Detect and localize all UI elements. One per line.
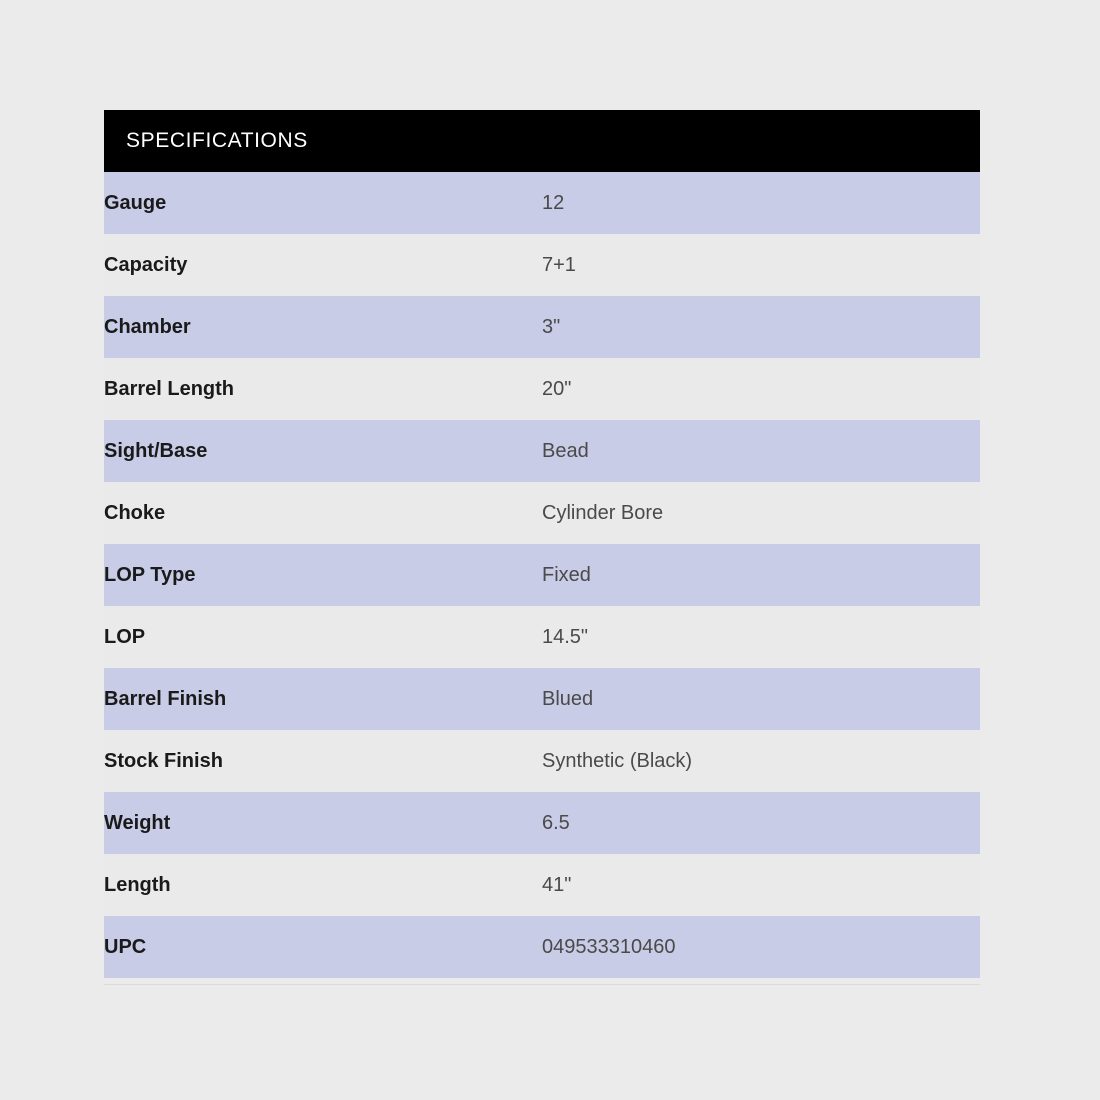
table-bottom-divider [104, 984, 980, 985]
spec-value-stock-finish: Synthetic (Black) [542, 730, 980, 792]
spec-label-barrel-length: Barrel Length [104, 358, 542, 420]
table-row [104, 544, 980, 606]
spec-label-stock-finish: Stock Finish [104, 730, 542, 792]
spec-value-barrel-finish: Blued [542, 668, 980, 730]
table-row [104, 606, 980, 668]
table-row [104, 358, 980, 420]
specifications-table-header-row [104, 110, 980, 172]
spec-label-sight-base: Sight/Base [104, 420, 542, 482]
specifications-table-header-cell [104, 110, 980, 172]
table-row [104, 854, 980, 916]
specifications-table-body [104, 110, 980, 978]
spec-value-gauge: 12 [542, 172, 980, 234]
spec-label-choke: Choke [104, 482, 542, 544]
table-row [104, 668, 980, 730]
spec-value-upc: 049533310460 [542, 916, 980, 978]
spec-value-barrel-length: 20" [542, 358, 980, 420]
spec-label-barrel-finish: Barrel Finish [104, 668, 542, 730]
spec-label-lop-type: LOP Type [104, 544, 542, 606]
spec-label-length: Length [104, 854, 542, 916]
spec-value-weight: 6.5 [542, 792, 980, 854]
table-row [104, 420, 980, 482]
spec-label-capacity: Capacity [104, 234, 542, 296]
table-row [104, 172, 980, 234]
spec-value-lop: 14.5" [542, 606, 980, 668]
table-row [104, 482, 980, 544]
spec-value-capacity: 7+1 [542, 234, 980, 296]
table-row [104, 730, 980, 792]
spec-value-sight-base: Bead [542, 420, 980, 482]
spec-value-choke: Cylinder Bore [542, 482, 980, 544]
spec-label-weight: Weight [104, 792, 542, 854]
table-row [104, 916, 980, 978]
specifications-table-title: SPECIFICATIONS [126, 129, 308, 152]
table-row [104, 792, 980, 854]
spec-label-gauge: Gauge [104, 172, 542, 234]
specifications-table [104, 110, 980, 978]
spec-value-lop-type: Fixed [542, 544, 980, 606]
spec-label-upc: UPC [104, 916, 542, 978]
spec-value-length: 41" [542, 854, 980, 916]
spec-value-chamber: 3" [542, 296, 980, 358]
spec-label-lop: LOP [104, 606, 542, 668]
table-row [104, 296, 980, 358]
spec-label-chamber: Chamber [104, 296, 542, 358]
table-row [104, 234, 980, 296]
